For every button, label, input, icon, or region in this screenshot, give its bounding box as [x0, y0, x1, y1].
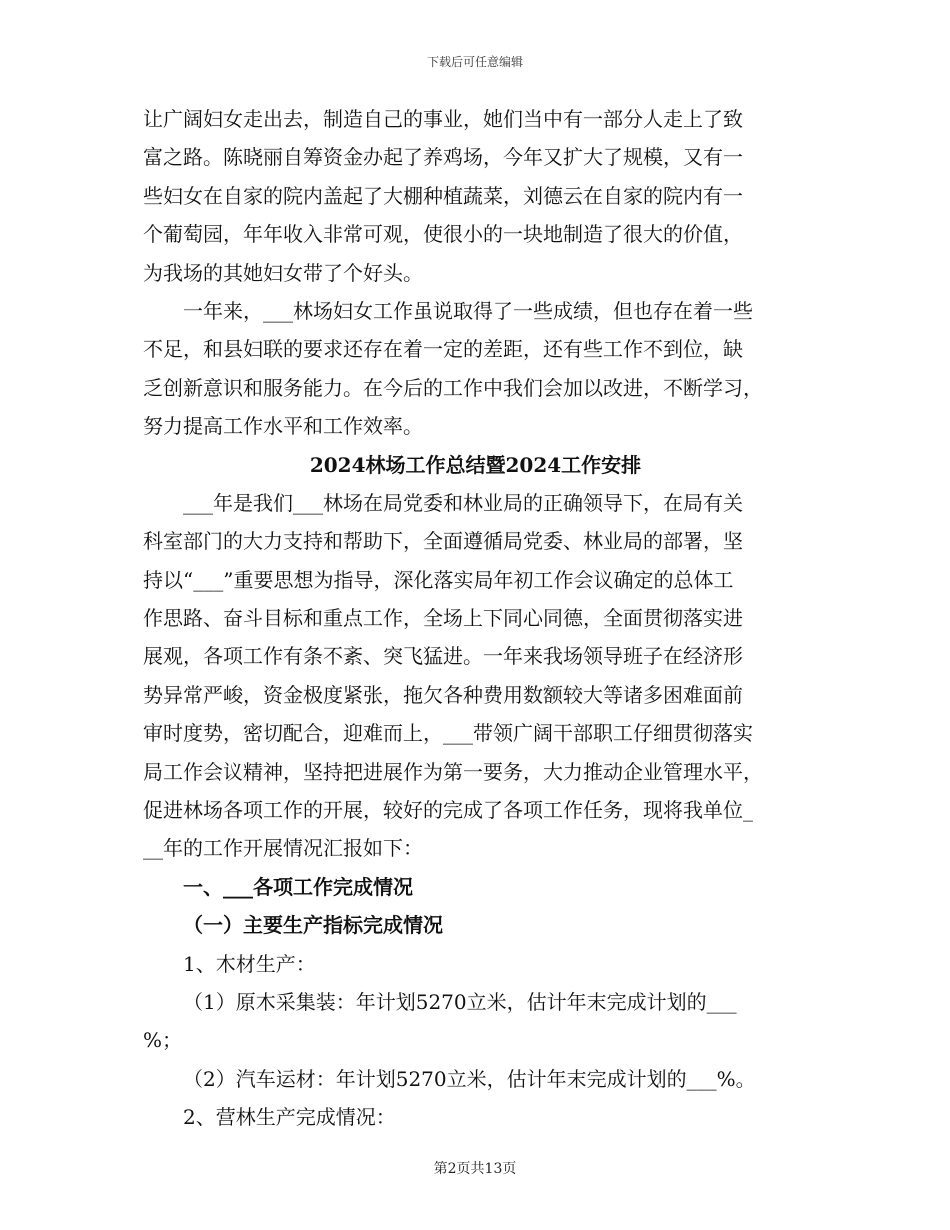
- body-line: %；: [143, 1028, 183, 1053]
- body-line: 不足，和县妇联的要求还存在着一定的差距，还有些工作不到位，缺: [143, 337, 743, 362]
- body-line: 为我场的其她妇女带了个好头。: [143, 260, 423, 285]
- list-item: 2、营林生产完成情况：: [183, 1105, 396, 1130]
- body-line: 乏创新意识和服务能力。在今后的工作中我们会加以改进，不断学习，: [143, 375, 763, 400]
- page-header: 下载后可任意编辑: [426, 55, 523, 69]
- list-item: （1）原木采集装：年计划5270立米，估计年末完成计划的___: [183, 989, 737, 1014]
- body-line: 势异常严峻，资金极度紧张，拖欠各种费用数额较大等诸多困难面前: [143, 682, 743, 707]
- body-line: 科室部门的大力支持和帮助下，全面遵循局党委、林业局的部署，坚: [143, 529, 743, 554]
- subheading-level2: （一）主要生产指标完成情况: [183, 913, 443, 938]
- body-line: 审时度势，密切配合，迎难而上，___带领广阔干部职工仔细贯彻落实: [143, 721, 753, 746]
- paragraph-start: 一年来，___林场妇女工作虽说取得了一些成绩，但也存在着一些: [183, 298, 753, 323]
- body-line: 努力提高工作水平和工作效率。: [143, 414, 423, 439]
- page-footer: 第2页共13页: [433, 1161, 517, 1177]
- body-line: 促进林场各项工作的开展，较好的完成了各项工作任务，现将我单位_: [143, 798, 753, 823]
- body-line: 展观，各项工作有条不紊、突飞猛进。一年来我场领导班子在经济形: [143, 644, 743, 669]
- body-line: 些妇女在自家的院内盖起了大棚种植蔬菜，刘德云在自家的院内有一: [143, 183, 743, 208]
- paragraph-start: ___年是我们___林场在局党委和林业局的正确领导下，在局有关: [183, 490, 743, 515]
- body-line: 富之路。陈晓丽自筹资金办起了养鸡场，今年又扩大了规模，又有一: [143, 145, 743, 170]
- document-body: [143, 100, 808, 1137]
- subheading-level1: 一、___各项工作完成情况: [183, 874, 413, 899]
- body-line: 让广阔妇女走出去，制造自己的事业，她们当中有一部分人走上了致: [143, 107, 743, 131]
- body-line: 作思路、奋斗目标和重点工作，全场上下同心同德，全面贯彻落实进: [143, 606, 743, 631]
- list-item: 1、木材生产：: [183, 951, 316, 976]
- body-line: __年的工作开展情况汇报如下：: [143, 836, 423, 861]
- list-item: （2）汽车运材：年计划5270立米，估计年末完成计划的___%。: [183, 1066, 756, 1091]
- body-line: 持以“___”重要思想为指导，深化落实局年初工作会议确定的总体工: [143, 567, 734, 592]
- body-line: 个葡萄园，年年收入非常可观，使很小的一块地制造了很大的价值，: [143, 222, 743, 247]
- section-title: 2024林场工作总结暨2024工作安排: [309, 452, 642, 477]
- body-line: 局工作会议精神，坚持把进展作为第一要务，大力推动企业管理水平，: [143, 759, 763, 784]
